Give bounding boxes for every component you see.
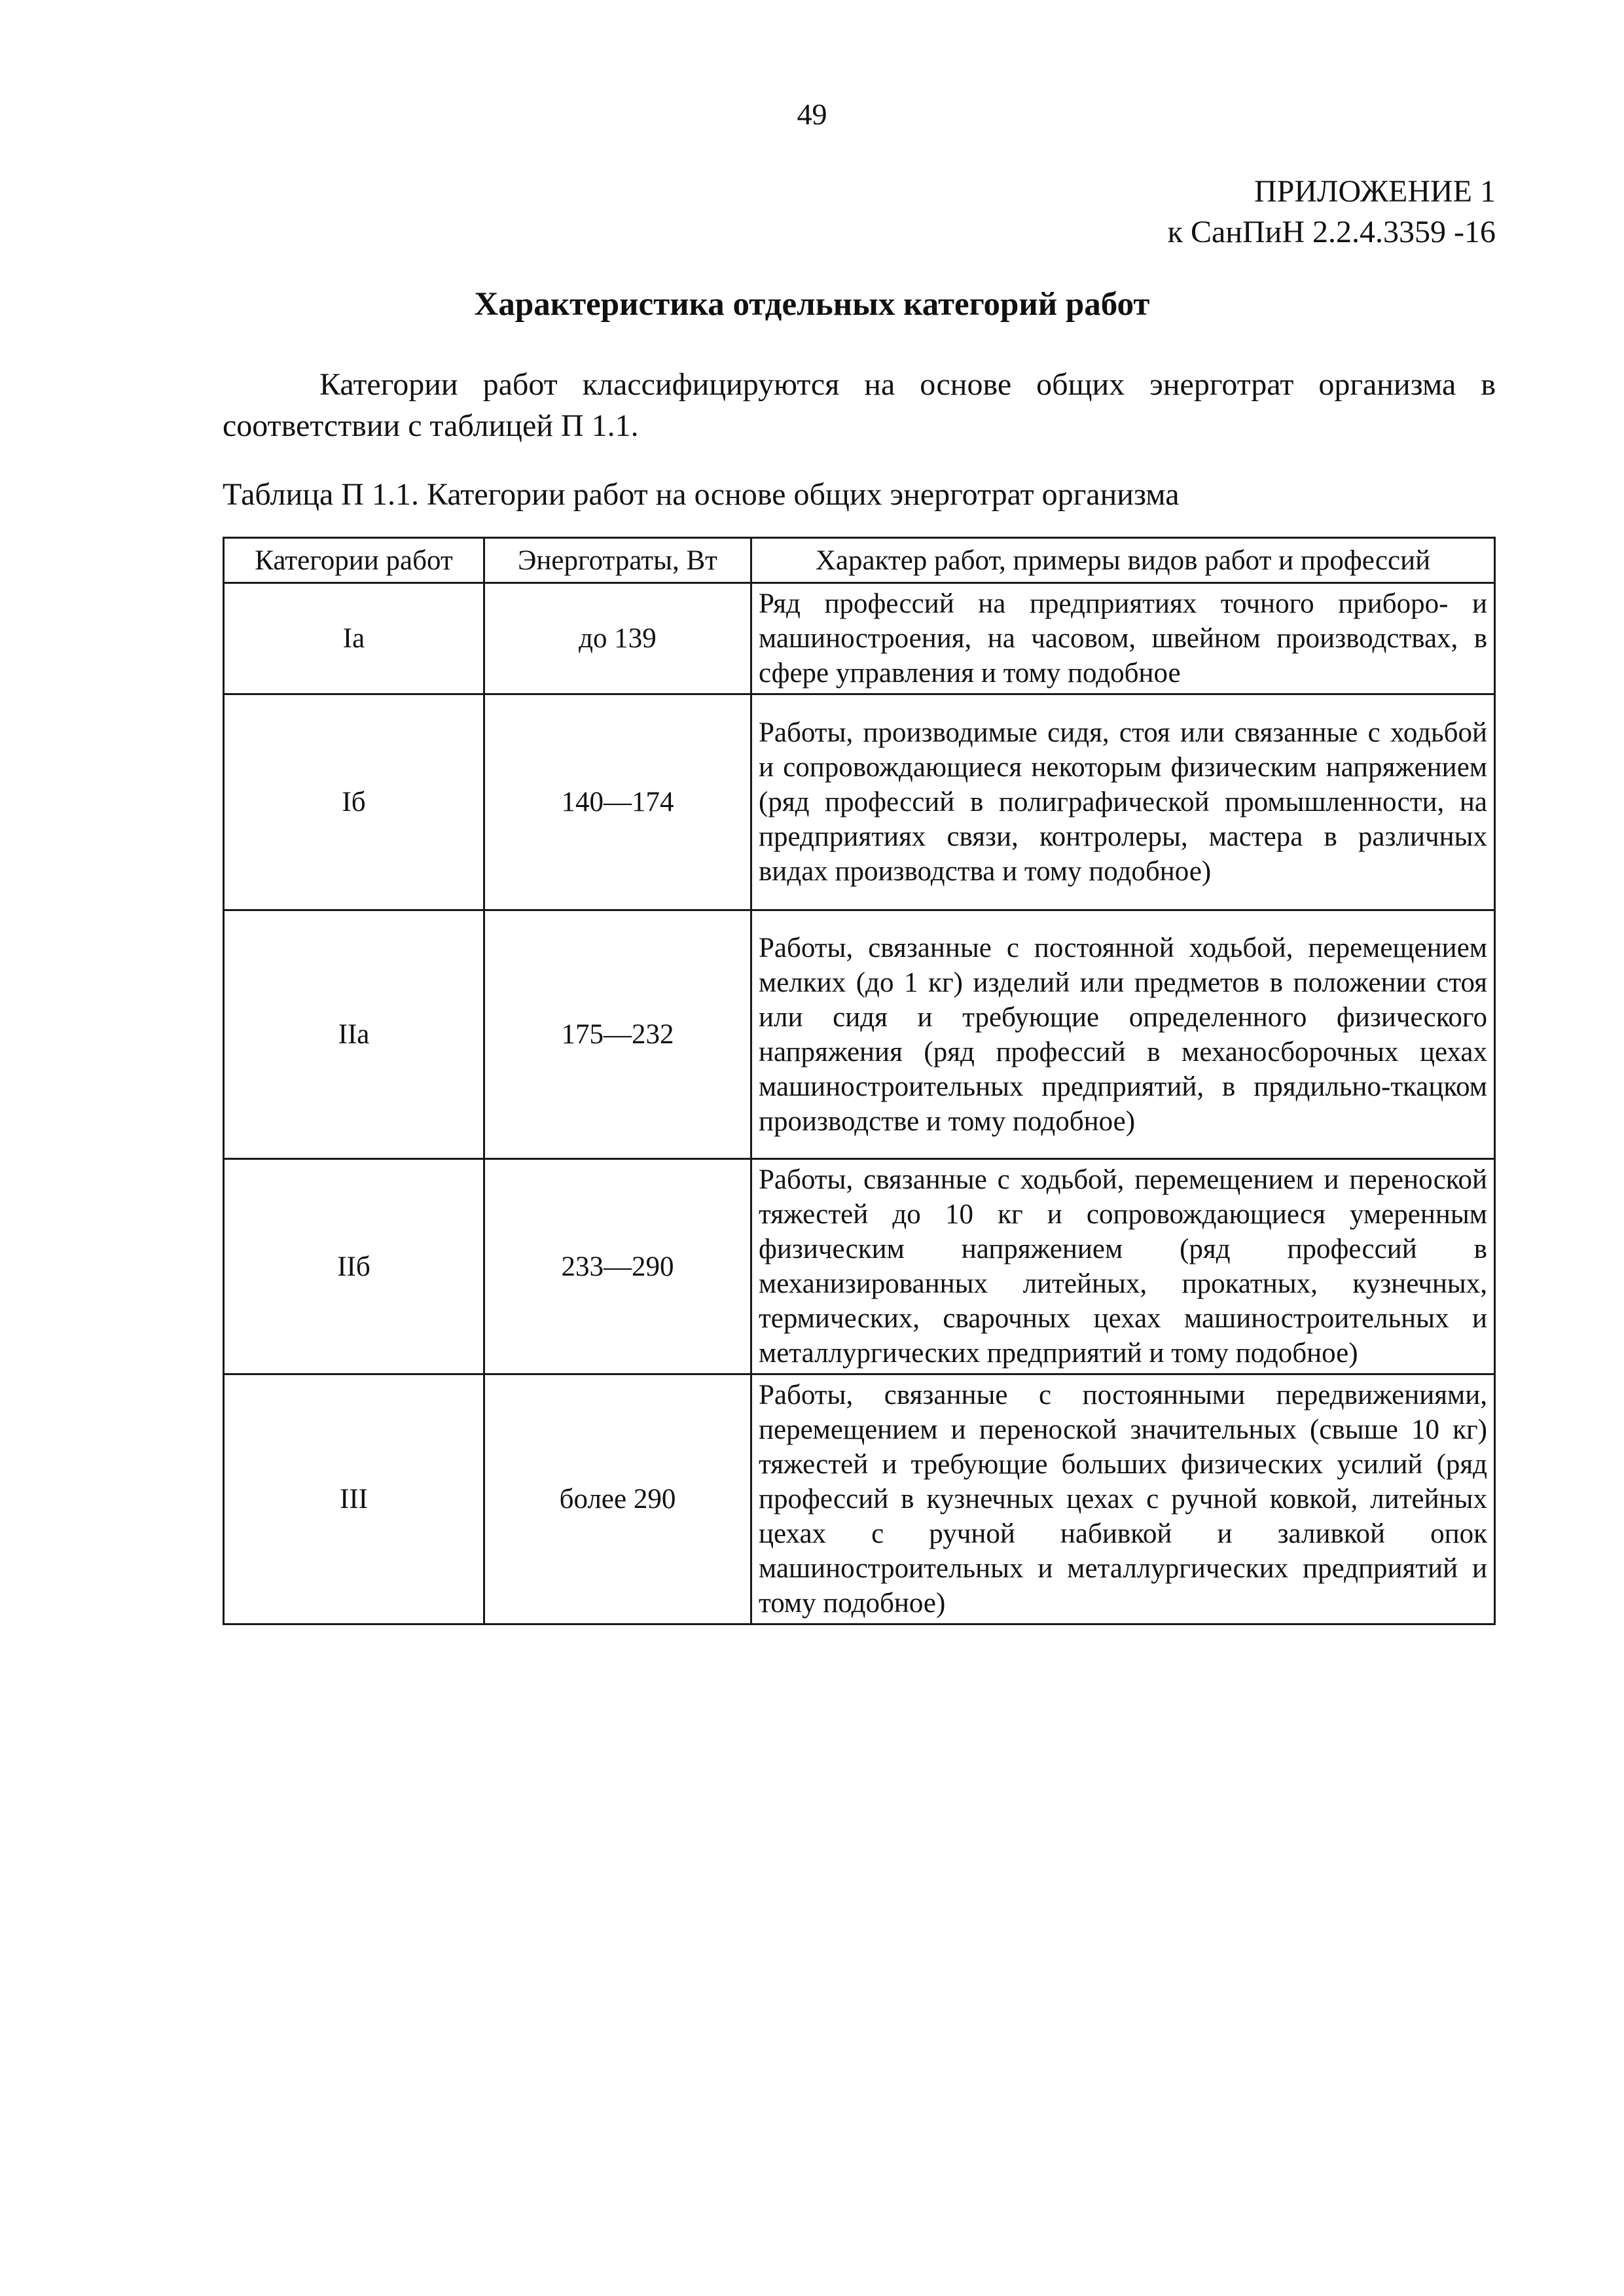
appendix-label: ПРИЛОЖЕНИЕ 1 (1254, 174, 1496, 209)
table-caption: Таблица П 1.1. Категории работ на основе общих энерготрат организма (223, 477, 1180, 512)
table-row (224, 910, 1495, 1159)
energy-cell: 140—174 (484, 694, 751, 910)
table-row (224, 583, 1495, 694)
description-cell: Работы, связанные с ходьбой, перемещением и переноской тяжестей до 10 кг и сопровождающиеся умеренным физическим напряжением (ряд профессий в механизированных литейных, прокатных, кузнечных, термических, сварочных цехах машиностроительных и металлургических предприятий и тому подобное) (751, 1159, 1495, 1374)
header-description: Характер работ, примеры видов работ и профессий (751, 538, 1495, 583)
description-cell: Работы, производимые сидя, стоя или связанные с ходьбой и сопровождающиеся некоторым физическим напряжением (ряд профессий в полиграфической промышленности, на предприятиях связи, контролеры, мастера в различных видах производства и тому подобное) (751, 694, 1495, 910)
description-cell: Работы, связанные с постоянной ходьбой, перемещением мелких (до 1 кг) изделий или предметов в положении стоя или сидя и требующие определенного физического напряжения (ряд профессий в механосборочных цехах машиностроительных предприятий, в прядильно-ткацком производстве и тому подобное) (751, 910, 1495, 1159)
intro-paragraph: Категории работ классифицируются на основе общих энерготрат организма в соответствии с таблицей П 1.1. (223, 367, 1496, 443)
energy-cell: до 139 (484, 583, 751, 694)
description-cell: Работы, связанные с постоянными передвижениями, перемещением и переноской значительных (свыше 10 кг) тяжестей и требующие больших физических усилий (ряд профессий в кузнечных цехах с ручной ковкой, литейных цехах с ручной набивкой и заливкой опок машиностроительных и металлургических предприятий и тому подобное) (751, 1374, 1495, 1624)
table-row (224, 694, 1495, 910)
energy-cell: более 290 (484, 1374, 751, 1624)
table-header-row (224, 538, 1495, 583)
table-row (224, 1374, 1495, 1624)
page-number: 49 (797, 98, 827, 131)
category-cell: Iб (224, 694, 484, 910)
document-title: Характеристика отдельных категорий работ (474, 286, 1150, 323)
table-row (224, 1159, 1495, 1374)
category-cell: IIб (224, 1159, 484, 1374)
category-cell: III (224, 1374, 484, 1624)
appendix-reference: к СанПиН 2.2.4.3359 -16 (1167, 215, 1496, 249)
work-categories-table (223, 537, 1496, 1625)
description-cell: Ряд профессий на предприятиях точного приборо- и машиностроения, на часовом, швейном производствах, в сфере управления и тому подобное (751, 583, 1495, 694)
header-energy: Энерготраты, Вт (484, 538, 751, 583)
energy-cell: 233—290 (484, 1159, 751, 1374)
header-category: Категории работ (224, 538, 484, 583)
category-cell: IIа (224, 910, 484, 1159)
appendix-header (1168, 171, 1496, 253)
category-cell: Iа (224, 583, 484, 694)
energy-cell: 175—232 (484, 910, 751, 1159)
